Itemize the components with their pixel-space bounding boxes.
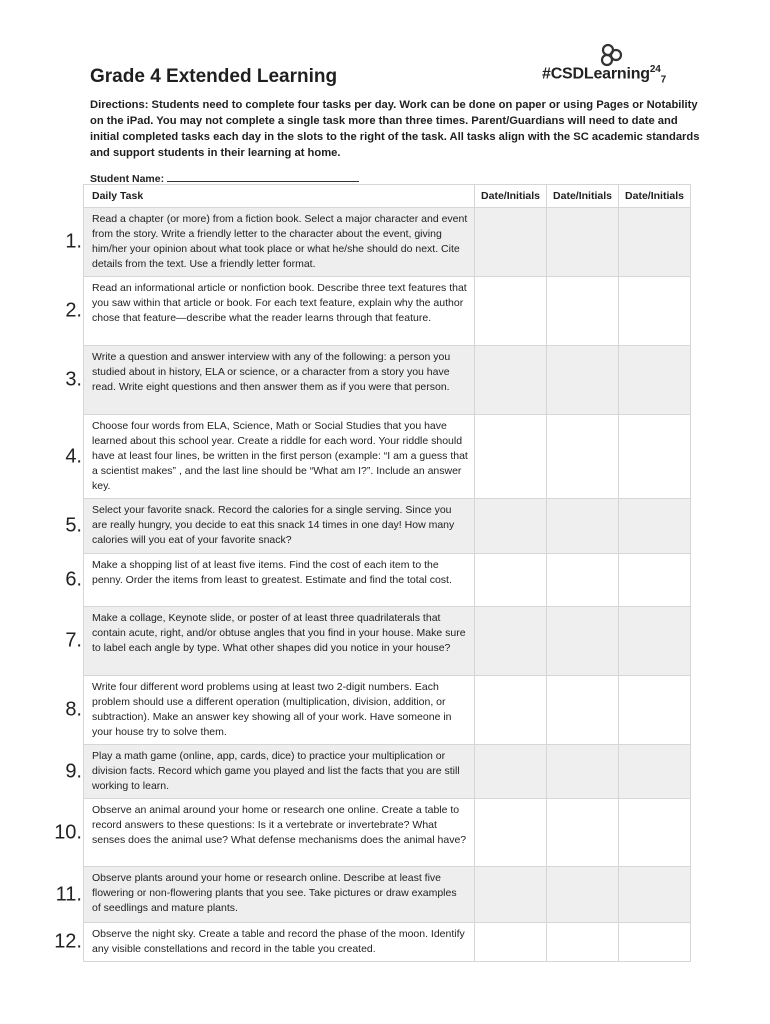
date-initials-cell[interactable] [619,799,691,867]
date-initials-cell[interactable] [619,499,691,554]
task-cell [65,745,475,799]
task-text: Read a chapter (or more) from a fiction book. Select a major character and event from the story. Write a friendly letter to the character about the event, giving him/her your opinion about what took place or what he/she should do next. Cite details from the text. Use a friendly letter format. [92,213,468,270]
date-initials-cell[interactable] [619,415,691,499]
table-row [84,867,691,923]
task-number: 10. [54,821,82,843]
date-initials-cell[interactable] [475,923,547,962]
table-row [84,923,691,962]
table-row [84,554,691,607]
task-text: Read an informational article or nonfiction book. Describe three text features that you saw within that article or book. For each text feature, explain why the author chose that feature—describe what the reader learns through that feature. [92,282,467,324]
table-row [84,277,691,346]
task-cell [65,607,475,676]
date-initials-header: Date/Initials [475,185,547,208]
date-initials-cell[interactable] [619,676,691,745]
task-cell [65,499,475,554]
task-number: 8. [65,698,82,721]
task-number: 9. [65,760,82,782]
date-initials-cell[interactable] [619,554,691,607]
date-initials-cell[interactable] [547,923,619,962]
task-cell [54,799,475,867]
task-number: 5. [65,514,82,537]
task-text: Write four different word problems using at least two 2-digit numbers. Each problem should use a different operation (multiplication, division, addition, or subtraction). Make an answer key showing all of your work. Have someone in your house try to solve them. [92,681,452,738]
task-cell [65,346,475,415]
date-initials-cell[interactable] [475,554,547,607]
date-initials-cell[interactable] [619,208,691,277]
table-row [84,799,691,867]
task-cell [65,415,475,499]
task-text: Select your favorite snack. Record the calories for a single serving. Since you are really hungry, you decide to eat this snack 14 times in one day! How many calories will you eat of your favorite snack? [92,504,455,546]
task-text: Choose four words from ELA, Science, Math or Social Studies that you have learned about this school year. Create a riddle for each word. Your riddle should have at least four lines, be written in the first person (example: “I am a guess that a scientist makes” , and the last line should be “What am I?”. Include an answer key. [92,420,468,492]
table-row [84,346,691,415]
directions-text: Directions: Students need to complete four tasks per day. Work can be done on paper or using Pages or Notability on the iPad. You may not complete a single task more than three times. Parent/Guardians will need to date and initial completed tasks each day in the slots to the right of the task. All tasks align with the SC academic standards and support students in their learning at home. [90,99,700,159]
student-name-label: Student Name: [90,173,165,185]
task-number: 2. [65,299,82,322]
task-number: 7. [65,629,82,652]
date-initials-header: Date/Initials [547,185,619,208]
task-number: 12. [54,930,82,953]
date-initials-cell[interactable] [547,346,619,415]
task-text: Play a math game (online, app, cards, dice) to practice your multiplication or division facts. Record which game you played and list the facts that you are still working to learn. [92,750,460,792]
task-text: Make a collage, Keynote slide, or poster of at least three quadrilaterals that contain acute, right, and/or obtuse angles that you find in your house. Make sure to label each angle by type. What other shapes did you notice in your house? [92,612,466,654]
table-row [84,208,691,277]
date-initials-cell[interactable] [547,208,619,277]
date-initials-cell[interactable] [619,745,691,799]
task-text: Observe plants around your home or research online. Describe at least five flowering or non-flowering plants that you see. Take pictures or draw examples of seedlings and mature plants. [92,872,457,914]
date-initials-cell[interactable] [547,415,619,499]
task-cell [55,867,475,923]
date-initials-cell[interactable] [619,277,691,346]
task-cell [65,676,475,745]
table-header-row [84,185,691,208]
task-rows [54,208,691,962]
daily-task-header: Daily Task [84,185,475,208]
task-number: 6. [65,568,82,591]
table-row [84,415,691,499]
date-initials-cell[interactable] [547,554,619,607]
task-text: Observe an animal around your home or research one online. Create a table to record answers to these questions: Is it a vertebrate or invertebrate? What senses does the animal use? What defense mechanisms does the animal have? [92,804,467,846]
csd-learning-logo [542,42,692,102]
student-name-field [90,171,359,185]
date-initials-header: Date/Initials [619,185,691,208]
date-initials-cell[interactable] [475,867,547,923]
task-text: Write a question and answer interview with any of the following: a person you studied about in history, ELA or science, or a character from a story you have read. Write eight questions and then answer them as if you were that person. [92,351,451,393]
logo-text: #CSDLearning$^{24}_7$ [542,64,666,86]
task-cell [65,554,475,607]
table-row [84,607,691,676]
date-initials-cell[interactable] [475,415,547,499]
table-row [84,676,691,745]
date-initials-cell[interactable] [475,676,547,745]
task-number: 4. [65,445,82,467]
date-initials-cell[interactable] [547,676,619,745]
daily-task-table [54,184,691,962]
page-title: Grade 4 Extended Learning [90,66,338,87]
table-row [84,745,691,799]
date-initials-cell[interactable] [475,346,547,415]
date-initials-cell[interactable] [547,745,619,799]
task-text: Make a shopping list of at least five items. Find the cost of each item to the penny. Order the items from least to greatest. Estimate and find the total cost. [92,559,452,586]
task-number: 1. [65,230,82,253]
date-initials-cell[interactable] [547,277,619,346]
task-cell [65,208,475,277]
date-initials-cell[interactable] [547,607,619,676]
date-initials-cell[interactable] [475,277,547,346]
student-name-line[interactable] [167,171,359,182]
date-initials-cell[interactable] [475,499,547,554]
task-number: 11. [55,883,82,905]
date-initials-cell[interactable] [475,799,547,867]
date-initials-cell[interactable] [547,867,619,923]
task-text: Observe the night sky. Create a table and record the phase of the moon. Identify any visible constellations and record in the table you created. [92,928,465,955]
date-initials-cell[interactable] [475,607,547,676]
date-initials-cell[interactable] [475,208,547,277]
task-cell [65,277,475,346]
date-initials-cell[interactable] [619,923,691,962]
task-cell [54,923,475,962]
date-initials-cell[interactable] [547,499,619,554]
date-initials-cell[interactable] [619,346,691,415]
date-initials-cell[interactable] [475,745,547,799]
date-initials-cell[interactable] [619,867,691,923]
task-number: 3. [65,368,82,391]
date-initials-cell[interactable] [619,607,691,676]
table-row [84,499,691,554]
date-initials-cell[interactable] [547,799,619,867]
